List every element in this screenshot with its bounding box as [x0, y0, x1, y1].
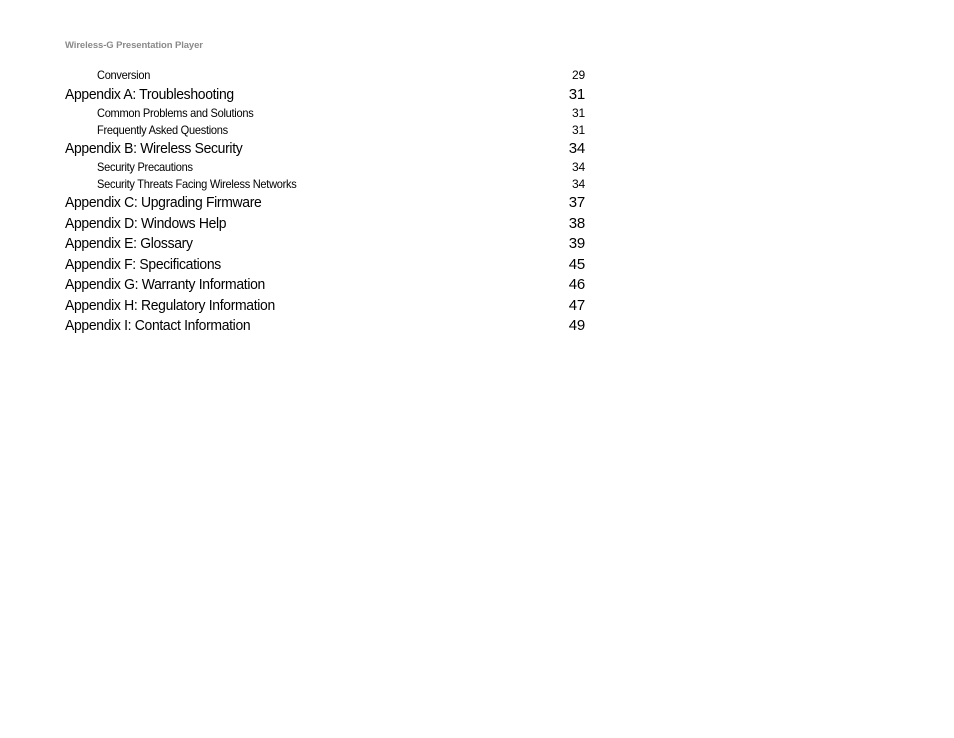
toc-entry-page: 39	[568, 235, 585, 252]
toc-entry-page: 34	[572, 160, 585, 174]
toc-entry-label: Common Problems and Solutions	[97, 106, 254, 120]
toc-entry-label: Appendix A: Troubleshooting	[65, 86, 234, 103]
toc-entry-label: Appendix E: Glossary	[65, 235, 193, 252]
toc-entry-label: Appendix G: Warranty Information	[65, 276, 265, 293]
toc-entry-label: Conversion	[97, 68, 151, 82]
toc-entry-page: 38	[568, 215, 585, 232]
toc-entry-page: 34	[572, 177, 585, 191]
toc-entry-label: Appendix I: Contact Information	[65, 317, 251, 334]
toc-entry-page: 31	[572, 106, 585, 120]
toc-entry-page: 46	[568, 276, 585, 293]
toc-entry-page: 45	[568, 256, 585, 273]
toc-entry-label: Appendix F: Specifications	[65, 256, 221, 273]
toc-entry-label: Security Precautions	[97, 160, 193, 174]
document-header: Wireless-G Presentation Player	[65, 40, 203, 51]
toc-entry-label: Frequently Asked Questions	[97, 123, 228, 137]
toc-entry-label: Appendix D: Windows Help	[65, 215, 227, 232]
toc-entry-label: Security Threats Facing Wireless Networks	[97, 177, 297, 191]
toc-entry-label: Appendix C: Upgrading Firmware	[65, 194, 262, 211]
toc-entry-label: Appendix B: Wireless Security	[65, 140, 243, 157]
toc-entry-page: 37	[568, 194, 585, 211]
toc-entry-page: 31	[572, 123, 585, 137]
toc-entry-page: 34	[568, 140, 585, 157]
toc-entry-page: 49	[568, 317, 585, 334]
toc-entry-page: 31	[568, 86, 585, 103]
toc-entry-page: 47	[568, 297, 585, 314]
toc-entry-page: 29	[572, 68, 585, 82]
toc-entry-label: Appendix H: Regulatory Information	[65, 297, 275, 314]
